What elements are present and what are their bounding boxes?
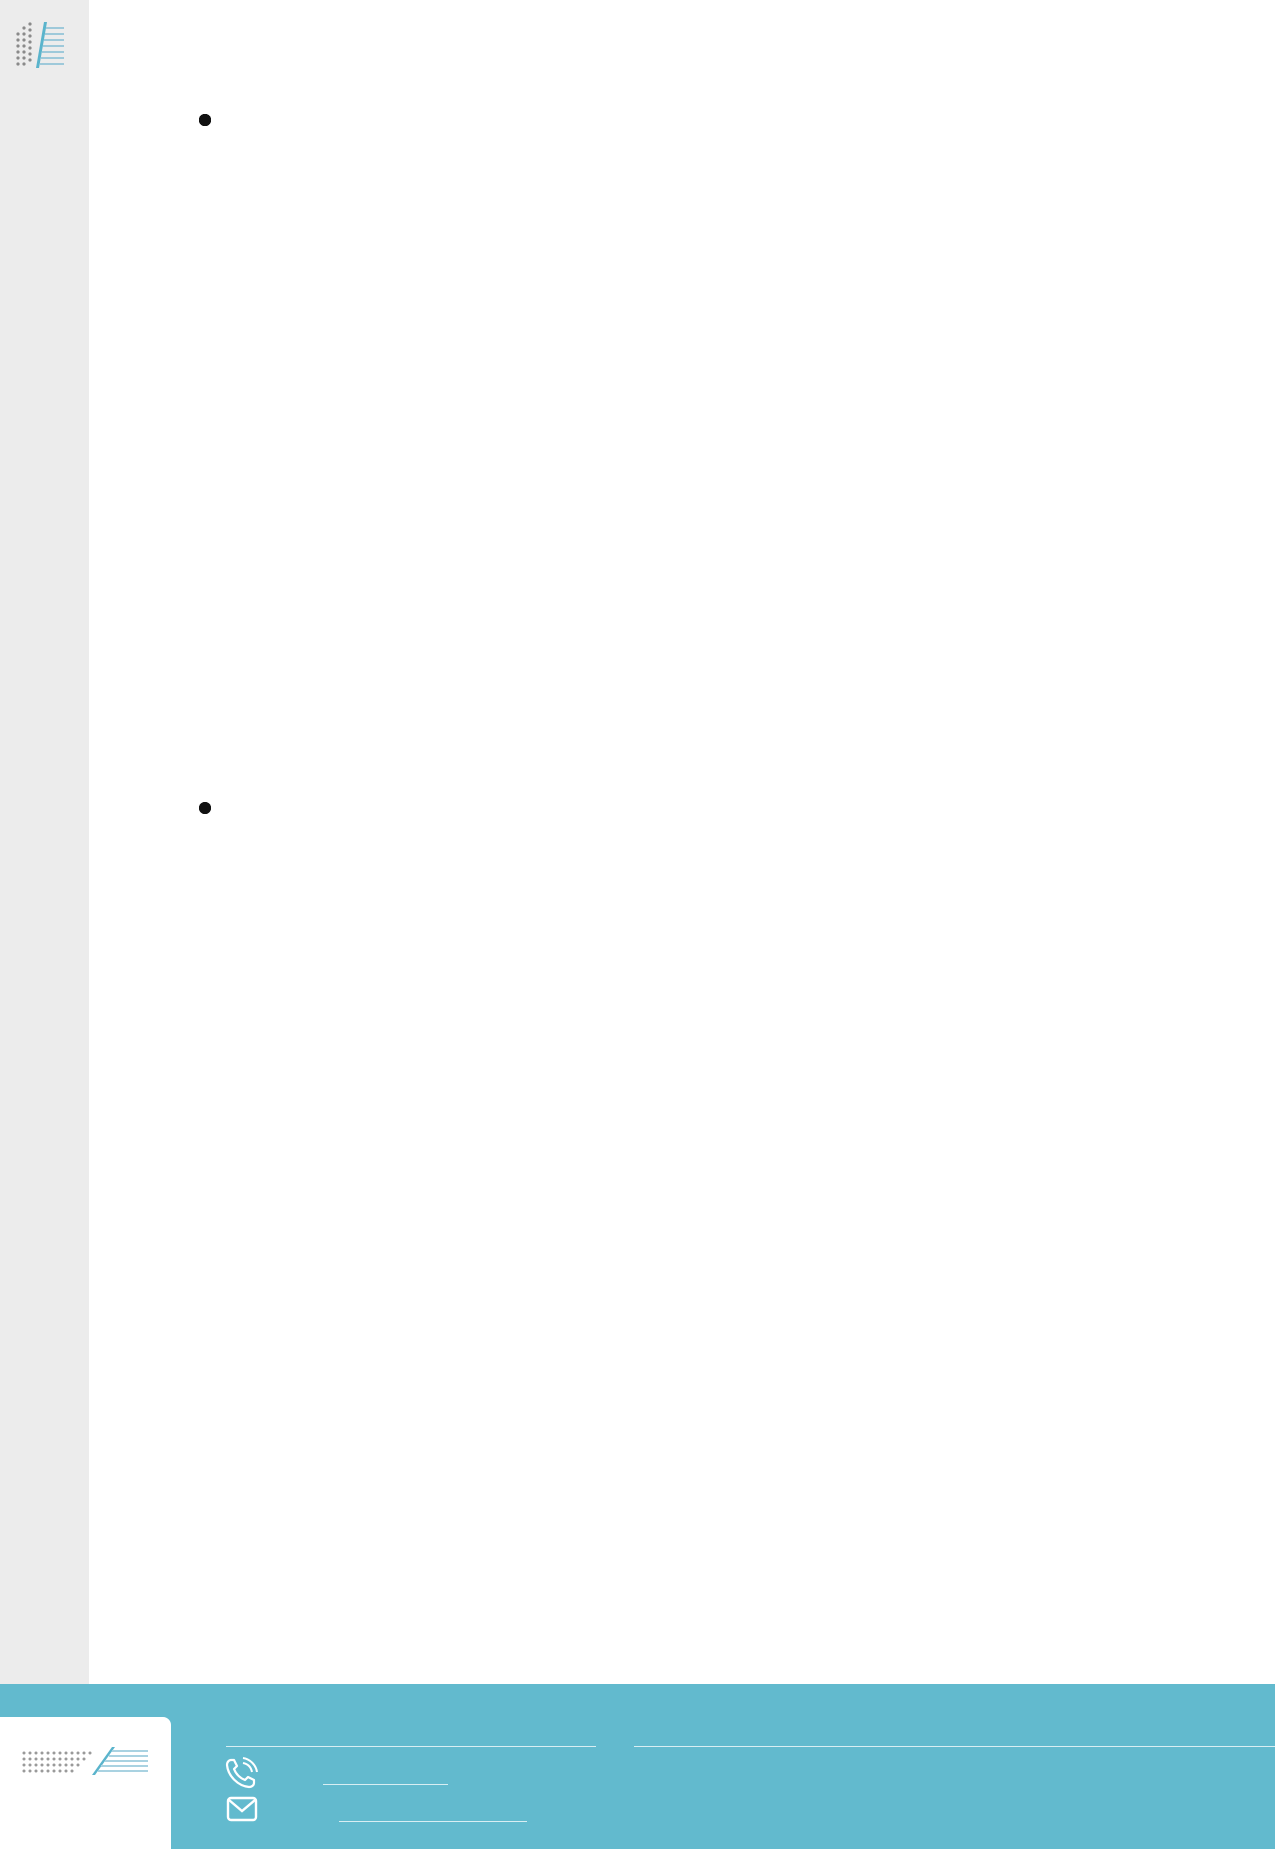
footer-logo [0, 1717, 171, 1849]
footer-divider [323, 1784, 448, 1785]
phone-icon[interactable] [224, 1756, 258, 1790]
footer-divider [339, 1821, 527, 1822]
brand-mark-icon [20, 1745, 150, 1777]
brand-mark-icon [14, 20, 66, 70]
mail-icon[interactable] [226, 1796, 258, 1822]
bullet-dot-icon [199, 114, 211, 126]
footer-divider [226, 1746, 596, 1747]
left-sidebar [0, 0, 89, 1684]
bullet-dot-icon [199, 802, 211, 814]
footer-divider [634, 1746, 1275, 1747]
footer-bar [0, 1684, 1275, 1849]
